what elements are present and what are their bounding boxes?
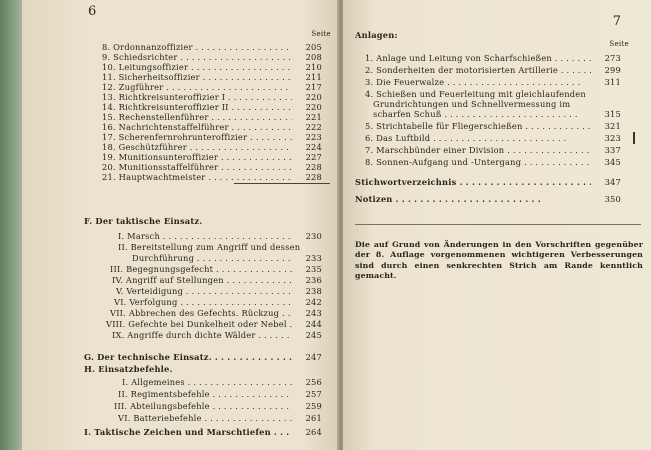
right-page: 7 Anlagen: Seite 1. Anlage und Leitung von Scharfschießen . . 273 2. Sonderheiten der motorisierten Artillerie . . 299 3. Die Feuerwalze . . 311 4. Schießen und Feuerleitung mit gleichlaufenden Grundrichtungen und Schnellvermessung im scharfen Schuß . . 315 5. Strichtabelle für Fliegerschießen . . 321 6. Das Luftbild . . 323 7. Marschbünder einer Division . . 337 8. Sonnen-Aufgang und -Untergang . . 345 Stichwortverzeichnis . . 347 Notizen . . 350 Die auf Grund von Änderungen in den Vorschriften gegenüber der 8. Auflage vorgenommenen wichtigeren Verbesserungen sind durch einen senkrechten Strich am Rande kenntlich gemacht. [343, 0, 651, 450]
left-seite-header: Seite [311, 30, 331, 38]
left-page-number: 6 [88, 4, 97, 19]
correction-mark [633, 132, 635, 144]
section-rule [234, 183, 330, 184]
right-seite-header: Seite [609, 40, 629, 48]
section-h-title: H. Einsatzbefehle. [84, 364, 173, 374]
revision-note: Die auf Grund von Änderungen in den Vorschriften gegenüber der 8. Auflage vorgenommenen wichtigeren Verbesserungen sind durch einen senkrechten Strich am Rande kenntlich gemacht. [355, 240, 643, 281]
divider [355, 224, 641, 225]
left-page: 6 Seite 8. Ordonnanzoffizier . . 205 9. Schiedsrichter . . 208 10. Leitungsoffizier . . 210 11. Sicherheitsoffizier . . 211 12. Zugführer . . 217 13. Richtkreisunteroffizier I . . 220 14. Richtkreisunteroffizier II . . 220 15. Rechenstellenführer . . 221 16. Nachrichtenstaffelführer . . 222 17. Scherenfernrohrunteroffizier . . 223 18. Geschützführer . . 224 19. Munitionsunteroffizier . . 227 20. Munitionsstaffelführer . . 228 21. Hauptwachtmeister . . 228 F. Der taktische Einsatz. I. Marsch . . 230 II. Bereitstellung zum Angriff und dessen Durchführung . . 233 III. Begegnungsgefecht . . 235 IV. Angriff auf Stellungen . . 236 V. Verteidigung . . 238 VI. Verfolgung . . 242 VII. Abbrechen des Gefechts. Rückzug . . 243 VIII. Gefechte bei Dunkelheit oder Nebel . . 244 IX. Angriffe durch dichte Wälder . . 245 G. Der technische Einsatz. . . 247 H. Einsatzbefehle. I. Allgemeines . . 256 II. Regimentsbefehle . . 257 III. Abteilungsbefehle . . 259 VI. Batteriebefehle . . 261 I. Taktische Zeichen und Marschtiefen . . 264 [22, 0, 341, 450]
right-page-number: 7 [612, 14, 621, 29]
anlagen-title: Anlagen: [355, 30, 398, 40]
section-f-title: F. Der taktische Einsatz. [84, 216, 203, 226]
